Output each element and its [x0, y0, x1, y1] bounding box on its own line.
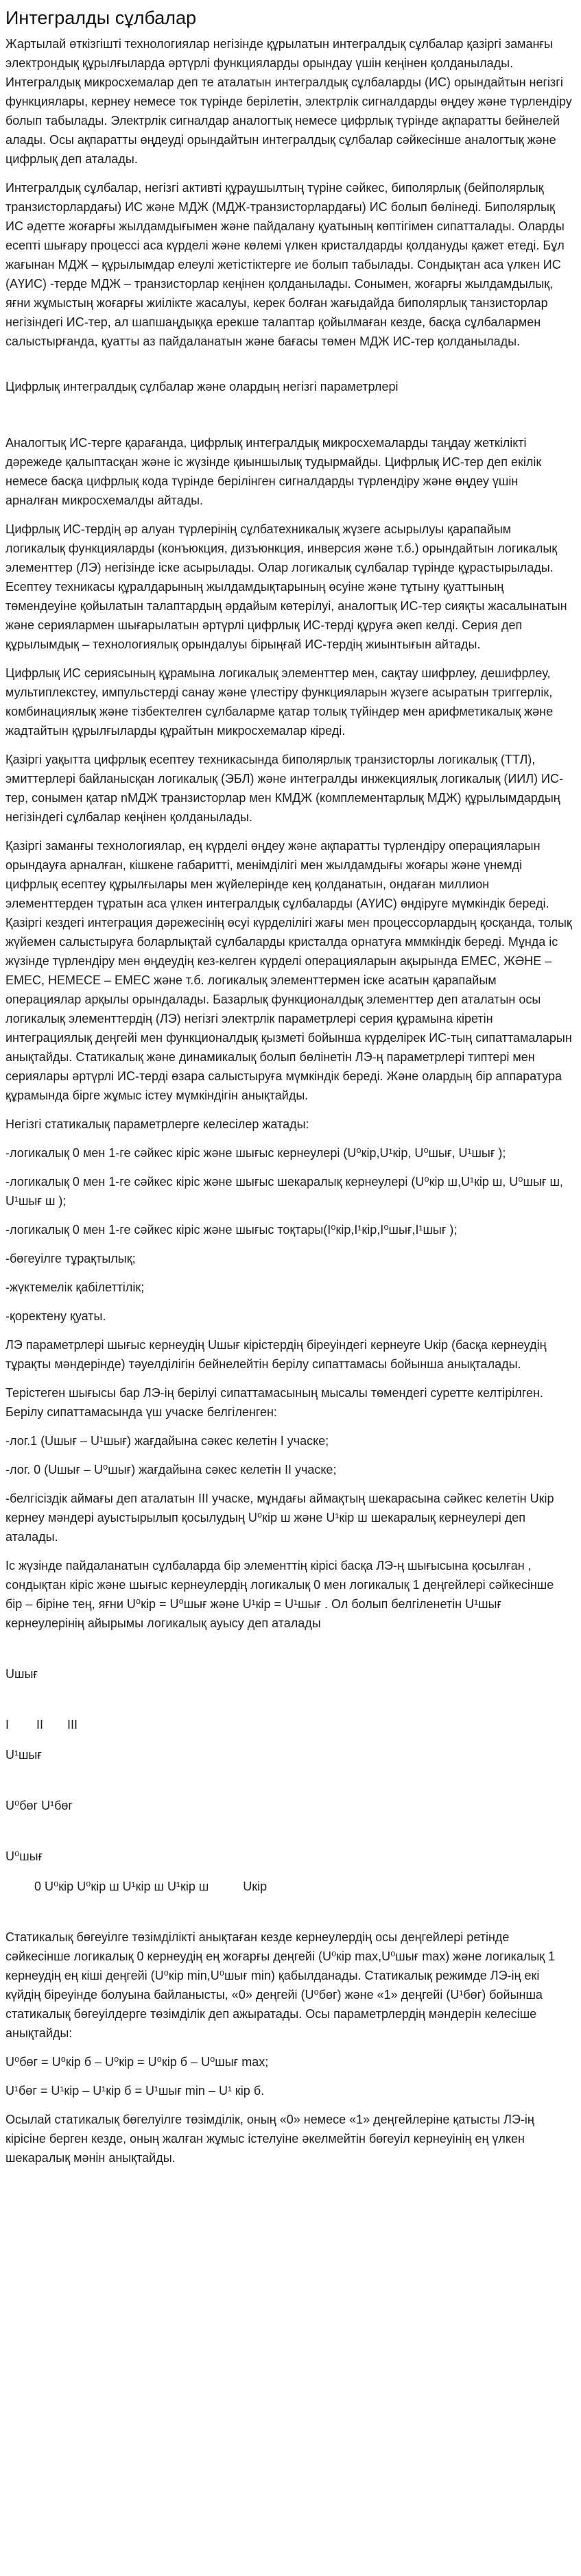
paragraph-types: Интегралдық сұлбалар, негізгі активті құраушылтың түріне сәйкес, биполярлық (бейполярлық транзисторлардағы) ИС және МДЖ (МДЖ-транзисторлардағы) ИС болып бөлінеді. Биполярлық ИС әдетте жоғарғы жылдамдығымен және пайдалану қуатының көптігімен сипатталады. Оларды есепті шығару процессі аса күрделі және көлемі үлкен кристалдарды қолдануды қажет етеді. Бұл жағынан МДЖ – құрылымдар елеулі жетістіктерге ие болып табылады. Сондықтан аса үлкен ИС (АҮИС) -терде МДЖ – транзисторлар кеңінен қолданылады. Сонымен, жоғарғы жылдамдылық, яғни жұмыстың жоғарғы жиілікте жасалуы, керек болған жағыдайда биполярлық танзисторлар негізіндегі ИС-тер, ал шапшаңдыққа ерекше талаптар қойылмаған кезде, басқа сұлбалармен салыстырғанда, қуатты аз пайдаланатын және бағасы төмен МДЖ ИС-тер қолданылады. — [5, 181, 565, 348]
list-item-noise-immunity: -бөгеуілге тұрақтылық; — [5, 1252, 136, 1265]
paragraph-conclusion: Осылай статикалық бөгелуілге төзімділік, оның «0» немесе «1» деңгейлеріне қатысты ЛЭ-ің кірісіне берген кезде, оның жалған жұмыс істелуіне әкелмейтін бөгеуіл кернеуінің ең үлкен шекаралық мәнін анықтайды. — [5, 2113, 534, 2165]
paragraph-series: Цифрлық ИС сериясының құрамына логикалық элементтер мен, сақтау шифрлеу, дешифрлеу, мультиплекстеу, импульстерді санау және үлестіру функцияларын жүзеге асыратын триггерлік, комбинациялық және тізбектелген сұлбаларме қатар толық түйіндер мен арифметикалық және жадтайтын құрылғыларды құрайтын микросхемалар кіреді. — [5, 666, 554, 738]
list-item-zone-1: -лог.1 (Uшығ – U¹шығ) жағдайына сәкес келетін I учаске; — [5, 1434, 329, 1448]
paragraph-example: Терістеген шығысы бар ЛЭ-ің берілуі сипаттамасының мысалы төмендегі суретте келтірілген. Берілу сипаттамасында үш учаске белгіленген: — [5, 1386, 543, 1419]
paragraph-technologies: Қазіргі уақытта цифрлық есептеу техникасында биполярлық транзисторлы логикалық (ТТЛ), эмиттерлері байланысқан логикалық (ЭБЛ) және интегралды инжекциялық логикалық (ИИЛ) ИС-тер, сонымен қатар nМДЖ транзисторлар мен КМДЖ (комплементарлық МДЖ) құрылымдардың негізіндегі сұлбалар кеңінен қолданылады. — [5, 753, 563, 824]
section-heading: Цифрлық интегралдық сұлбалар және олардың негізгі параметрлері — [5, 380, 399, 393]
list-item-zone-2: -лог. 0 (Uшығ – U⁰шығ) жағдайына сәкес келетін II учаске; — [5, 1463, 337, 1477]
list-item-power: -қоректену қуаты. — [5, 1309, 106, 1323]
formula-u1-noise: U¹бөг = U¹кір – U¹кір б = U¹шығ min – U¹ кір б. — [5, 2084, 265, 2098]
paragraph-static-params: Негізгі статикалық параметрлерге келесілер жатады: — [5, 1117, 309, 1131]
paragraph-transfer-char: ЛЭ параметрлері шығыс кернеудің Uшығ кірістердің біреуіндегі кернеуге Uкір (басқа кернеудің тұрақты мәндерінде) тәуелділігін бейнелейтін берілу сипаттамасы бойынша анықталады. — [5, 1338, 547, 1371]
figure-label-axis: 0 U⁰кір U⁰кір ш U¹кір ш U¹кір ш Uкір — [34, 1880, 268, 1893]
list-item-currents: -логикалық 0 мен 1-ге сәйкес кіріс және шығыс тоқтары(I⁰кір,I¹кір,I⁰шығ,I¹шығ ); — [5, 1223, 458, 1237]
figure-label-u-out: Uшығ — [5, 1667, 38, 1681]
paragraph-static-noise: Статикалық бөгеуілге төзімділікті анықтаған кезде кернеулердің осы деңгейлері ретінде сәйкесінше логикалық 0 кернеудің ең жоғарғы деңгейі (U⁰кір max,U⁰шығ max) және логикалық 1 кернеудің ең кіші деңгейі (U⁰кір min,U⁰шығ min) қабылданады. Статикалық режимде ЛЭ-ің екі күйдің біреуінде болуына байланысты, «0» деңгейі (U⁰бөг) және «1» деңгейі (U¹бөг) бойынша статикалық бөгеуілдерге төзімділік деп ажыратады. Осы параметрлердің мәндерін келесіше анықтайды: — [5, 1930, 556, 2040]
figure-label-u1-out: U¹шығ — [5, 1748, 42, 1762]
figure-label-noise: U⁰бөг U¹бөг — [5, 1799, 73, 1812]
list-item-zone-3: -белгісіздік аймағы деп аталатын III учаске, мұндағы аймақтың шекарасына сәйкес келетін Uкір кернеу мәндері ауыстырылып қосылудың U⁰кір ш және U¹кір ш шекаралық кернеулері деп аталады. — [5, 1492, 554, 1544]
paragraph-logic-swing: Іс жүзінде пайдаланатын сұлбаларда бір элементтің кірісі басқа ЛЭ-ң шығысына қосылған , сондықтан кіріс және шығыс кернеулердің логикалық 0 мен логикалық 1 деңгейлері сәйкесінше бір – біріне тең, яғни U⁰кір = U⁰шығ және U¹кір = U¹шығ . Ол болып белгіленетін U¹шығ кернеулерінің айырымы логикалық ауысу деп аталады — [5, 1559, 554, 1630]
figure-label-zones: I II III — [5, 1718, 78, 1731]
list-item-threshold-voltages: -логикалық 0 мен 1-ге сәйкес кіріс және шығыс шекаралық кернеулері (U⁰кір ш,U¹кір ш, U⁰шығ ш, U¹шығ ш ); — [5, 1175, 563, 1208]
page-title: Интегралды сұлбалар — [5, 8, 197, 28]
figure-label-u0-out: U⁰шығ — [5, 1849, 43, 1863]
list-item-voltages: -логикалық 0 мен 1-ге сәйкес кіріс және шығыс кернеулері (U⁰кір,U¹кір, U⁰шығ, U¹шығ ); — [5, 1146, 506, 1160]
paragraph-digital-ic: Аналогтық ИС-терге қарағанда, цифрлық интегралдық микросхемаларды таңдау жеткілікті дәрежеде қалыптасқан және іс жүзінде қиыншылық тудырмайды. Цифрлық ИС-тер деп екілік немесе басқа цифрлық кода түрінде берілінген сигналдарды түрлендіру және өңдеу үшін арналған микросхемалды айтады. — [5, 436, 542, 507]
paragraph-logic-elements: Цифрлық ИС-тердің әр алуан түрлерінің сұлбатехникалық жүзеге асырылуы қарапайым логикалық функцияларды (конъюкция, дизъюнкция, инверсия және т.б.) орындайтын логикалық элементтер (ЛЭ) негізінде іске асырылады. Олар логикалық сұлбалар түрінде құрастырылады. Есептеу техникасы құралдарының жылдамдықтарының өсуіне және тұтыну қуаттының төмендеуіне қойылатын талаптардың әрдайым көтерілуі, аналогтық ИС-тер сияқты жасалынатын және сериялармен шығарылатын әртүрлі цифрлық ИС-терді құруға әкеп келді. Серия деп құрылымдық – технологиялық орындалуы бірыңғай ИС-тердің жиынтығын айтады. — [5, 522, 567, 651]
paragraph-intro: Жартылай өткізгішті технологиялар негізінде құрылатын интегралдық сұлбалар қазіргі заманғы электрондық құрылғыларда әртүрлі функцияларды орындау үшін кеңінен қолданылады. Интегралдық микросхемалар деп те аталатын интегралдық сұлбаларды (ИС) орындайтын негізгі функциялары, кернеу немесе ток түрінде берілетін, электрлік сигналдарды өңдеу және түрлендіру болып табылады. Электрлік сигналдар аналогтық немесе цифрлық түрінде ақпаратты бейнелей алады. Осы ақпаратты өңдеуді орындайтын интегралдық сұлбалар сәйкесінше аналогтық және цифрлық деп аталады. — [5, 37, 572, 166]
list-item-load-capacity: -жүктемелік қабілеттілік; — [5, 1280, 145, 1294]
formula-u0-noise: U⁰бөг = U⁰кір б – U⁰кір = U⁰кір б – U⁰шығ max; — [5, 2055, 269, 2069]
paragraph-modern: Қазіргі заманғы технологиялар, ең күрделі өңдеу және ақпаратты түрлендіру операцияларын орындауға арналған, кішкене габаритті, менімділігі мен жылдамдығы жоғары және үнемді цифрлық есептеу құрылғылары мен жүйелерінде кең қолданатын, ондаған миллион элементтерден тұратын аса үлкен интегралдық сұлбаларды (АҮИС) өндіруге мүмкіндік береді. Қазіргі кездегі интеграция дәрежесінің өсуі күрделілігі жағы мен процессорлардың қосқанда, толық жүйемен салыстыруға боларлықтай сұлбаларды кристалда орнатуға мммкіндік береді. Мұнда іс жүзінде түрлендіру мен өңдеудің кез-келген күрделі операцияларын ақырында ЕМЕС, ЖӘНЕ – ЕМЕС, НЕМЕСЕ – ЕМЕС және т.б. логикалық элементтермен іске асатын қарапайым операциялар арқылы орындалады. Базарлық функционалдық элементтер деп аталатын осы логикалық элементтердің (ЛЭ) негізгі электрлік параметрлері серия құрамына кіретін интеграциялық деңгейі мен функционалдық қызметі бойынша күрделірек ИС-тың сипаттамаларын анықтайды. Статикалық және динамикалық болып бөлінетін ЛЭ-ң параметрлері типтері мен сериялары әртүрлі ИС-терді өзара салыстыруға мүмкіндік береді. Және олардың бір аппаратура құрамында бірге жұмыс істеу мүмкіндігін анықтайды. — [5, 839, 572, 1102]
